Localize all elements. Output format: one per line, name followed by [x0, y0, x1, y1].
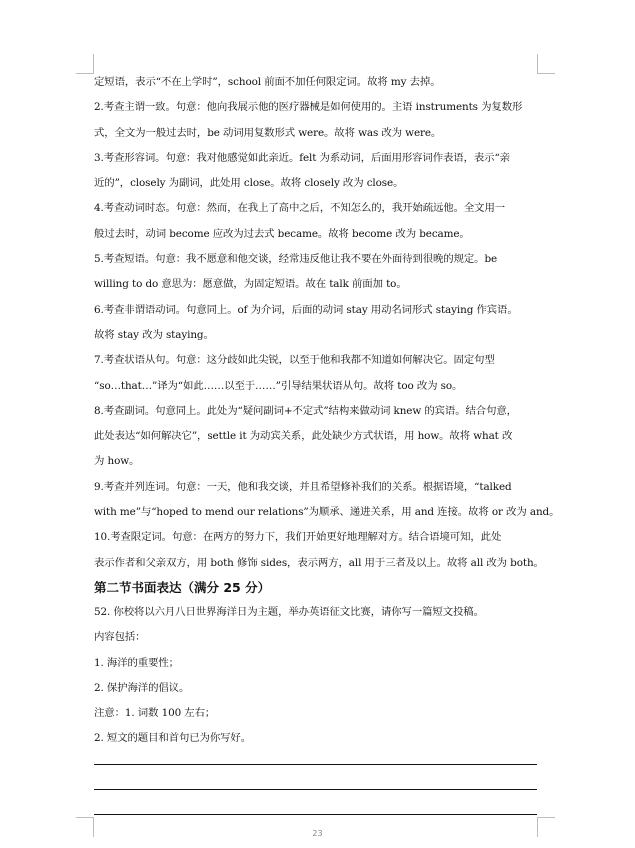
section-heading: 第二节书面表达（满分 25 分） [94, 579, 271, 595]
explanation-line: 定短语，表示“不在上学时”，school 前面不加任何限定词。故将 my 去掉。 [94, 76, 441, 88]
explanation-line: 表示作者和父亲双方，用 both 修饰 sides，表示两方，all 用于三者及以上。故将 all 改为 both。 [94, 556, 544, 569]
answer-line [94, 789, 537, 790]
explanation-line: 2.考查主谓一致。句意：他向我展示他的医疗器械是如何使用的。主语 instruments 为复数形 [94, 101, 523, 114]
explanation-line: 近的”，closely 为副词，此处用 close。故将 closely 改为 close。 [94, 177, 404, 190]
document-body [94, 70, 560, 752]
answer-line [94, 814, 537, 815]
explanation-line: 般过去时，动词 become 应改为过去式 became。故将 become 改为 became。 [94, 227, 470, 240]
explanation-line: 故将 stay 改为 staying。 [94, 328, 214, 341]
explanation-line: 3.考查形容词。句意：我对他感觉如此亲近。felt 为系动词，后面用形容词作表语，表示“亲 [94, 151, 510, 164]
explanation-line: 7.考查状语从句。句意：这分歧如此尖锐，以至于他和我都不知道如何解决它。固定句型 [94, 354, 495, 367]
explanation-line: willing to do 意思为：愿意做，为固定短语。故在 talk 前面加 to。 [94, 278, 407, 291]
note-line: 2. 短文的题目和首句已为你写好。 [94, 732, 251, 745]
crop-mark-bottom-right-h [537, 817, 555, 818]
crop-mark-bottom-left-h [76, 817, 94, 818]
page-number: 23 [312, 829, 323, 838]
explanation-line: 5.考查短语。句意：我不愿意和他交谈，经常违反他让我不要在外面待到很晚的规定。be [94, 253, 498, 266]
crop-mark-top-left-h [76, 73, 94, 74]
explanation-line: 为 how。 [94, 455, 140, 468]
explanation-line: 9.考查并列连词。句意：一天，他和我交谈，并且希望修补我们的关系。根据语境，“talked [94, 480, 512, 493]
explanation-line: with me”与“hoped to mend our relations”为顺承、递进关系，用 and 连接。故将 or 改为 and。 [94, 506, 560, 519]
note-line: 注意：1. 词数 100 左右； [94, 707, 216, 720]
explanation-line: “so…that…”译为“如此……以至于……”引导结果状语从句。故将 too 改为 so。 [94, 379, 463, 392]
explanation-line: 式，全文为一般过去时，be 动词用复数形式 were。故将 was 改为 were。 [94, 126, 442, 139]
explanation-line: 8.考查副词。句意同上。此处为“疑问副词+不定式”结构来做动词 knew 的宾语。结合句意， [94, 404, 517, 417]
explanation-line: 10.考查限定词。句意：在两方的努力下，我们开始更好地理解对方。结合语境可知，此处 [94, 531, 502, 544]
writing-prompt: 52. 你校将以六月八日世界海洋日为主题，举办英语征文比赛，请你写一篇短文投稿。 [94, 605, 484, 618]
content-point: 1. 海洋的重要性； [94, 656, 179, 669]
answer-line [94, 764, 537, 765]
explanation-line: 4.考查动词时态。句意：然而，在我上了高中之后，不知怎么的，我开始疏远他。全文用一 [94, 202, 506, 215]
content-point: 2. 保护海洋的倡议。 [94, 681, 190, 694]
crop-mark-top-right-h [537, 73, 555, 74]
content-label: 内容包括： [94, 631, 146, 644]
explanation-line: 6.考查非谓语动词。句意同上。of 为介词，后面的动词 stay 用动名词形式 staying 作宾语。 [94, 303, 518, 316]
explanation-line: 此处表达“如何解决它”，settle it 为动宾关系，此处缺少方式状语，用 how。故将 what 改 [94, 430, 513, 443]
